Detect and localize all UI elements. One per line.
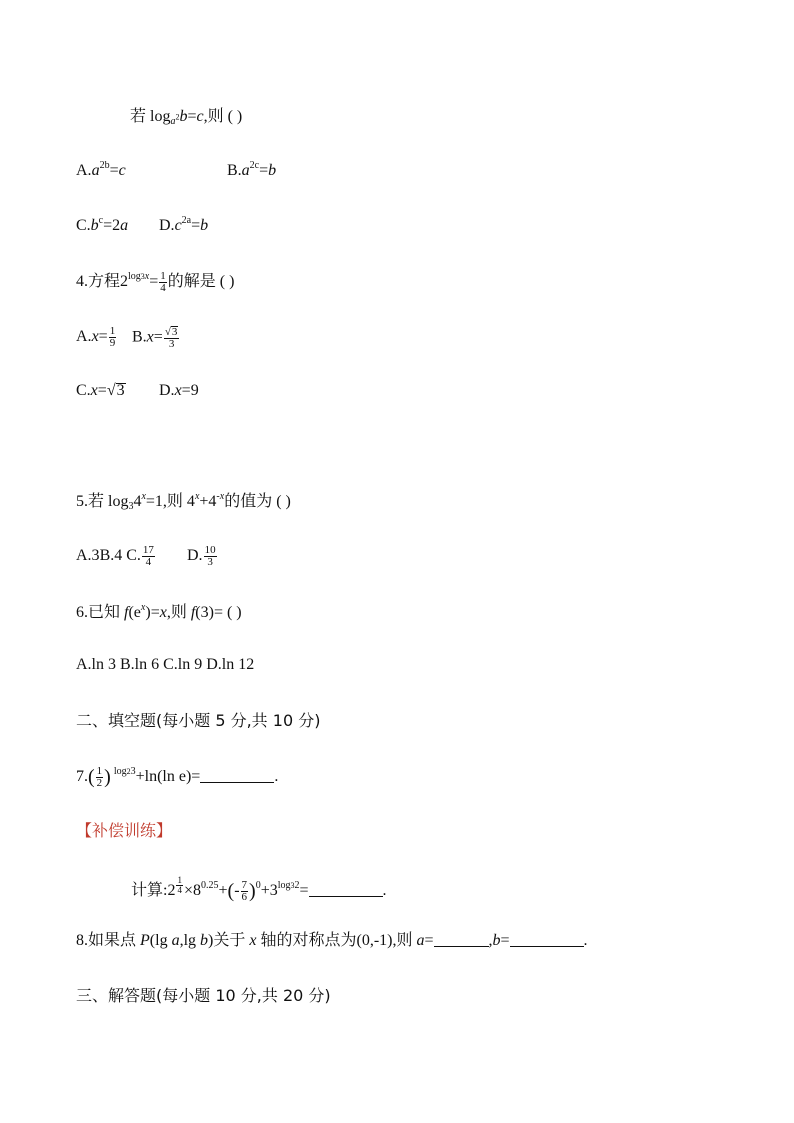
q3-option-d: $D.c^{2a}=b$ <box>159 215 209 234</box>
q3-option-a: $A.a^{2b}=c$ <box>76 160 126 179</box>
q4-option-b: B.x= $\frac{√3}{3}$ <box>132 326 178 350</box>
q7-fraction: $\frac{1}{2}$ <box>96 765 103 789</box>
q4-option-a: A.x= $\frac{1}{9}$ <box>76 325 116 349</box>
q4-b-fraction: $\frac{√3}{3}$ <box>164 326 178 350</box>
q3-option-c: $C.b^c=2a$ <box>76 215 129 234</box>
q7-stem: 7.( $\frac{1}{2}$ ) $^{log23}$+ln(ln e)= . <box>76 765 279 789</box>
compensation-stem: 计算:2 $^{\frac{1}{4}}$ $\times 8^{0.25}+(-$ $\frac{7}{6}$ )$^0+3^{log32}=$ . <box>131 875 387 903</box>
q6-stem: 6.已知 $f(e^x)=x$,则 f(3)= ( ) <box>76 602 242 621</box>
q3-stem: 若 $\log_{a^2}b=c$,则 ( ) <box>130 108 243 127</box>
comp-fraction: $\frac{7}{6}$ <box>241 878 248 903</box>
q5-stem: 5.若 $\log_34^x=1$,则 $4^x+4^{-x}$的值为 ( ) <box>76 491 291 512</box>
q4-stem: 4.方程$2^{log3x}=$ $\frac{1}{4}$ 的解是 ( ) <box>76 270 235 294</box>
q4-option-d: D.x=9 <box>159 382 199 399</box>
q5-c-fraction: $\frac{17}{4}$ <box>142 544 154 568</box>
q5-options: A.3B.4 C. $\frac{17}{4}$ <box>76 544 154 568</box>
answer-blank-b[interactable] <box>510 932 584 947</box>
comp-exp-fraction: 1 4 <box>177 875 182 895</box>
q4-fraction: $\frac{1}{4}$ <box>160 270 166 294</box>
answer-blank[interactable] <box>309 882 383 897</box>
q4-option-c: C.x=√3 <box>76 382 125 399</box>
compensation-tag: 【补偿训练】 <box>76 821 173 840</box>
sqrt-sign: √3 <box>164 326 178 338</box>
q3-option-b: $B.a^{2c}=b$ <box>227 160 277 179</box>
sqrt-sign: √3 <box>106 382 125 399</box>
q8-stem: 8.如果点 P(lg a,lg b)关于 x 轴的对称点为(0,-1),则 a= ,b= . <box>76 932 588 949</box>
answer-blank-a[interactable] <box>434 932 489 947</box>
q5-d-fraction: $\frac{10}{3}$ <box>204 544 216 568</box>
q4-a-fraction: $\frac{1}{9}$ <box>109 325 116 349</box>
answer-blank[interactable] <box>200 768 274 783</box>
section-heading-fill-in: 二、填空题(每小题 5 分,共 10 分) <box>76 711 321 730</box>
q5-option-d: D. $\frac{10}{3}$ <box>187 544 216 568</box>
section-heading-solve: 三、解答题(每小题 10 分,共 20 分) <box>76 986 331 1005</box>
q6-options: A.ln 3 B.ln 6 C.ln 9 D.ln 12 <box>76 656 255 673</box>
